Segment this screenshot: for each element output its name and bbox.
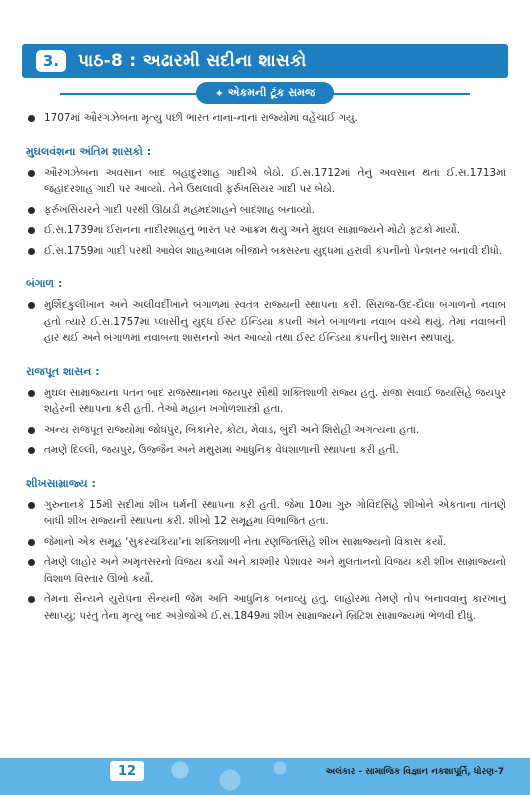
list-item xyxy=(26,497,506,530)
chapter-number-badge: 3. xyxy=(36,50,66,72)
book-title: અલંકાર - સામાજિક વિજ્ઞાન નકશાપૂર્તિ, ધોરણ-7 xyxy=(325,767,504,777)
bullet-icon xyxy=(28,447,35,454)
list-item-text: તમણે દિલ્લી, જયપુર, ઉજ્જૈન અને મથુરામાં આધુનિક વેધશાળાની સ્થાપના કરી હતી. xyxy=(44,444,399,456)
list-item xyxy=(26,202,506,219)
list-item xyxy=(26,243,506,260)
chapter-banner xyxy=(22,44,508,78)
bullet-icon xyxy=(28,596,35,603)
list-item-text: ઔરંગઝેબના અવસાન બાદ બહાદુરશાહ ગાદીએ બેઠો. ઈ.સ.1712માં તેનું અવસાન થતાં ઈ.સ.1713માં જહાંદરશાહ ગાદી પર આવ્યો. તેને ઉથલાવી ફર્રુખસિયર ગાદી પર બેઠો. xyxy=(44,166,506,195)
list-item xyxy=(26,385,506,418)
list-item xyxy=(26,591,506,624)
list-item xyxy=(26,297,506,347)
section-bengal xyxy=(26,277,506,347)
bullet-icon xyxy=(28,559,35,566)
list-item xyxy=(26,554,506,587)
bullet-icon xyxy=(28,170,35,177)
section-sikh xyxy=(26,477,506,625)
bullet-icon xyxy=(28,227,35,234)
list-item xyxy=(26,110,506,127)
bullet-icon xyxy=(28,539,35,546)
list-item xyxy=(26,534,506,551)
list-item xyxy=(26,165,506,198)
chapter-title: પાઠ-8 : અઢારમી સદીના શાસકો xyxy=(78,51,307,71)
list-item-text: ઈ.સ.1759માં ગાદી પરથી આવેલ શાહઆલમ બીજાને બક્સરના યુદ્ધમાં હરાવી કંપનીનો પેન્શનર બનાવી દીધો. xyxy=(44,244,503,257)
section-heading: શીખસામ્રાજ્ય : xyxy=(26,476,96,490)
summary-pill xyxy=(196,82,334,104)
list-item-text: તેમણે લાહોર અને અમૃતસરનો વિજય કર્યો અને કાશ્મીર પેશાવર અને મુલતાનનો વિજય કરી શીખ સામ્રાજ્યનો વિશાળ વિસ્તાર ઊભો કર્યો. xyxy=(44,556,506,585)
bullet-icon xyxy=(28,427,35,434)
list-item-text: ઈ.સ.1739માં ઈરાનના નાદીરશાહનું ભારત પર આક્રમ થયું અને મુઘલ સામ્રાજ્યને મોટો ફટકો માર્યો. xyxy=(44,224,461,236)
section-heading: રાજપૂત શાસન : xyxy=(26,364,100,378)
list-item-text: મુઘલ સામ્રાજ્યના પતન બાદ રાજસ્થાનમાં જયપુર સૌથી શક્તિશાળી રાજ્ય હતું. રાજા સવાઈ જયસિંહે જયપુર શહેરની સ્થાપના કરી હતી. તેઓ મહાન ખગોળશાસ્ત્રી હતા. xyxy=(44,386,506,415)
footer-decoration xyxy=(150,758,310,795)
section-list xyxy=(26,165,506,260)
sparkle-icon: ✦ xyxy=(214,86,224,100)
section-list xyxy=(26,497,506,625)
bullet-icon xyxy=(28,302,35,309)
list-item-text: ફર્રુખસિયરને ગાદી પરથી ઊઠાડી મહંમદશાહને બાદશાહ બનાવ્યો. xyxy=(44,203,315,216)
section-list xyxy=(26,385,506,459)
section-list xyxy=(26,297,506,347)
bullet-icon xyxy=(28,207,35,214)
list-item xyxy=(26,222,506,239)
bullet-icon xyxy=(28,115,35,122)
section-mughal xyxy=(26,145,506,260)
content-body xyxy=(26,102,506,628)
list-item-text: ગુરુનાનકે 15મી સદીમાં શીખ ધર્મની સ્થાપના કરી હતી. જેમાં 10મા ગુરુ ગોવિંદસિંહે શીખોને એકતાના તાંતણે બાંધી શીખ રાજ્યની સ્થાપના કરી. શીખો 12 સમૂહમાં વિભાજિત હતા. xyxy=(44,498,506,527)
section-heading: મુઘલવંશના અંતિમ શાસકો : xyxy=(26,144,152,158)
list-item xyxy=(26,442,506,459)
bullet-icon xyxy=(28,390,35,397)
bullet-icon xyxy=(28,502,35,509)
summary-pill-label: એકમની ટૂંક સમજ xyxy=(227,86,316,99)
section-heading: બંગાળ : xyxy=(26,277,63,290)
list-item-text: મુર્શિદકુલીખાન અને અલીવર્દીખાને બંગાળમાં સ્વતંત્ર રાજ્યની સ્થાપના કરી. સિરાજ-ઉદ-દૌલા બંગાળનો નવાબ હતો ત્યારે ઈ.સ.1757માં પ્લાસીનું યુદ્ધ ઈસ્ટ ઈન્ડિયા કંપની અને બંગાળના નવાબ વચ્ચે થયું. તેમાં નવાબની હાર થઈ અને બંગાળમાં નવાબના શાસનનો અંત આવ્યો તથા ઈસ્ટ ઈન્ડિયા કંપનીનું શાસન સ્થપાયું. xyxy=(44,299,506,344)
section-rajput xyxy=(26,365,506,459)
list-item-text: તેમના સૈન્યને યુરોપના સૈન્યની જેમ અતિ આધુનિક બનાવ્યું હતું. લાહોરમાં તેમણે તોપ બનાવવાનું કારખાનું સ્થાપ્યું; પરંતુ તેના મૃત્યુ બાદ અંગ્રેજોએ ઈ.સ.1849માં શીખ સામ્રાજ્યને બ્રિટિશ સામ્રાજ્યમાં ભેળવી દીધું. xyxy=(44,593,506,622)
list-item-text: અન્ય રાજપૂત રાજ્યોમાં જોધપુર, બિકાનેર, કોટા, મેવાડ, બુંદી અને શિરોહી અગત્યના હતા. xyxy=(44,423,420,436)
list-item-text: 1707માં ઔરંગઝેબના મૃત્યુ પછી ભારત નાનાં-નાનાં રાજ્યોમાં વહેંચાઈ ગયું. xyxy=(44,112,358,124)
list-item xyxy=(26,422,506,439)
intro-list xyxy=(26,110,506,127)
bullet-icon xyxy=(28,248,35,255)
list-item-text: જેમાંનો એક સમૂહ 'સુકરચકિયા'નાં શક્તિશાળી નેતા રણજિતસિંહે શીખ સામ્રાજ્યનો વિકાસ કર્યો. xyxy=(44,535,447,548)
page-number: 12 xyxy=(110,761,144,781)
